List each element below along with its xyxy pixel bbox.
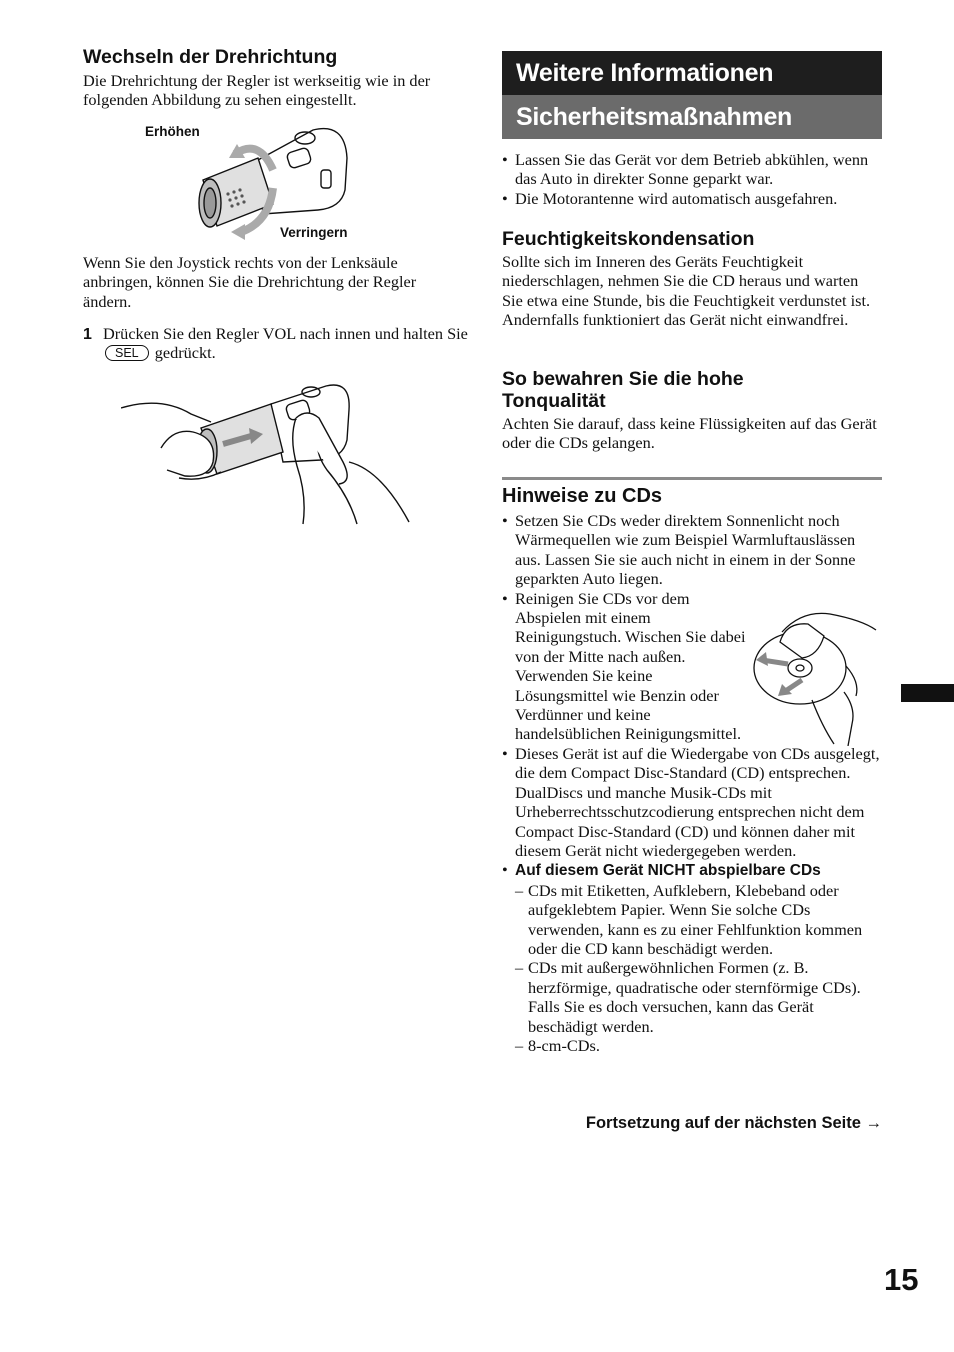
heading-quality <box>502 368 744 412</box>
sel-key-icon: SEL <box>105 345 149 361</box>
figure-knob-rotation <box>83 118 468 248</box>
hand-illustration <box>121 378 421 528</box>
figure-hand-press <box>121 378 421 528</box>
heading-quality-line1: So bewahren Sie die hohe <box>502 368 744 390</box>
not-playable-title: Auf diesem Gerät NICHT abspielbare CDs <box>515 862 821 880</box>
list-item: • Reinigen Sie CDs vor dem Abspielen mit einem Reinigungstuch. Wischen Sie dabei von der Mitte nach außen. Verwenden Sie keine Lösungsmittel wie Benzin oder Verdünner und keine handelsüblichen Reinigungsmittel. <box>502 589 747 744</box>
arrow-right-icon: → <box>865 1114 882 1132</box>
list-item: • Setzen Sie CDs weder direktem Sonnenlicht noch Wärmequellen wie zum Beispiel Warmluftauslässen aus. Lassen Sie sie auch nicht in einem in der Sonne geparkten Auto liegen. <box>502 511 882 589</box>
step-1 <box>83 324 468 363</box>
continued-note <box>586 1114 882 1133</box>
heading-rotation: Wechseln der Drehrichtung <box>83 46 338 68</box>
heading-cds: Hinweise zu CDs <box>502 485 663 507</box>
joystick-text: Wenn Sie den Joystick rechts von der Lenksäule anbringen, können Sie die Drehrichtung der Regler ändern. <box>83 253 417 311</box>
continued-text: Fortsetzung auf der nächsten Seite <box>585 1114 861 1132</box>
safety-list <box>502 150 882 208</box>
figure-cd-cleaning <box>752 596 882 746</box>
list-item <box>502 860 882 1055</box>
side-tab-marker <box>901 684 954 702</box>
cd-cleaning-illustration <box>752 596 882 746</box>
not-playable-list <box>515 881 882 1056</box>
heading-quality-line2: Tonqualität <box>502 390 606 412</box>
list-item: • Lassen Sie das Gerät vor dem Betrieb abkühlen, wenn das Auto in direkter Sonne geparkt war. <box>502 150 882 189</box>
humidity-text: Sollte sich im Inneren des Geräts Feuchtigkeit niederschlagen, nehmen Sie die CD heraus und warten Sie etwa eine Stunde, bis die Feuchtigkeit verdunstet ist. Andernfalls funktioniert das Gerät nicht einwandfrei. <box>502 252 871 330</box>
cd-list <box>502 511 882 1055</box>
label-increase: Erhöhen <box>145 124 200 139</box>
list-item: • Die Motorantenne wird automatisch ausgefahren. <box>502 189 882 208</box>
list-item: • Dieses Gerät ist auf die Wiedergabe von CDs ausgelegt, die dem Compact Disc-Standard (CD) entsprechen. DualDiscs und manche Musik-CDs mit Urheberrechtsschutzcodierung entsprechen nicht dem Compact Disc-Standard (CD) und können daher mit diesem Gerät nicht wiedergegeben werden. <box>502 744 882 860</box>
section-divider <box>502 477 882 480</box>
page-number: 15 <box>884 1262 919 1297</box>
list-item: – CDs mit Etiketten, Aufklebern, Klebeband oder aufgeklebtem Papier. Wenn Sie solche CDs verwenden, kann es zu einer Fehlfunktion kommen oder die CD kann beschädigt werden. <box>515 881 882 959</box>
rotation-intro: Die Drehrichtung der Regler ist werkseitig wie in der folgenden Abbildung zu sehen eingestellt. <box>83 71 431 110</box>
list-item: – 8-cm-CDs. <box>515 1036 882 1055</box>
step-text <box>103 324 468 363</box>
list-item: – CDs mit außergewöhnlichen Formen (z. B. herzförmige, quadratische oder sternförmige CDs). Falls Sie es doch versuchen, kann das Gerät beschädigt werden. <box>515 958 882 1036</box>
step-number: 1 <box>83 326 92 343</box>
heading-humidity: Feuchtigkeitskondensation <box>502 228 755 250</box>
banner-further-info: Weitere Informationen <box>502 51 882 95</box>
banner-safety: Sicherheitsmaßnahmen <box>502 95 882 139</box>
label-decrease: Verringern <box>280 225 348 240</box>
step-text-a: Drücken Sie den Regler VOL nach innen und halten Sie <box>103 324 468 343</box>
knob-illustration <box>83 118 468 248</box>
step-text-b: gedrückt. <box>154 343 216 363</box>
quality-text: Achten Sie darauf, dass keine Flüssigkeiten auf das Gerät oder die CDs gelangen. <box>502 414 877 453</box>
